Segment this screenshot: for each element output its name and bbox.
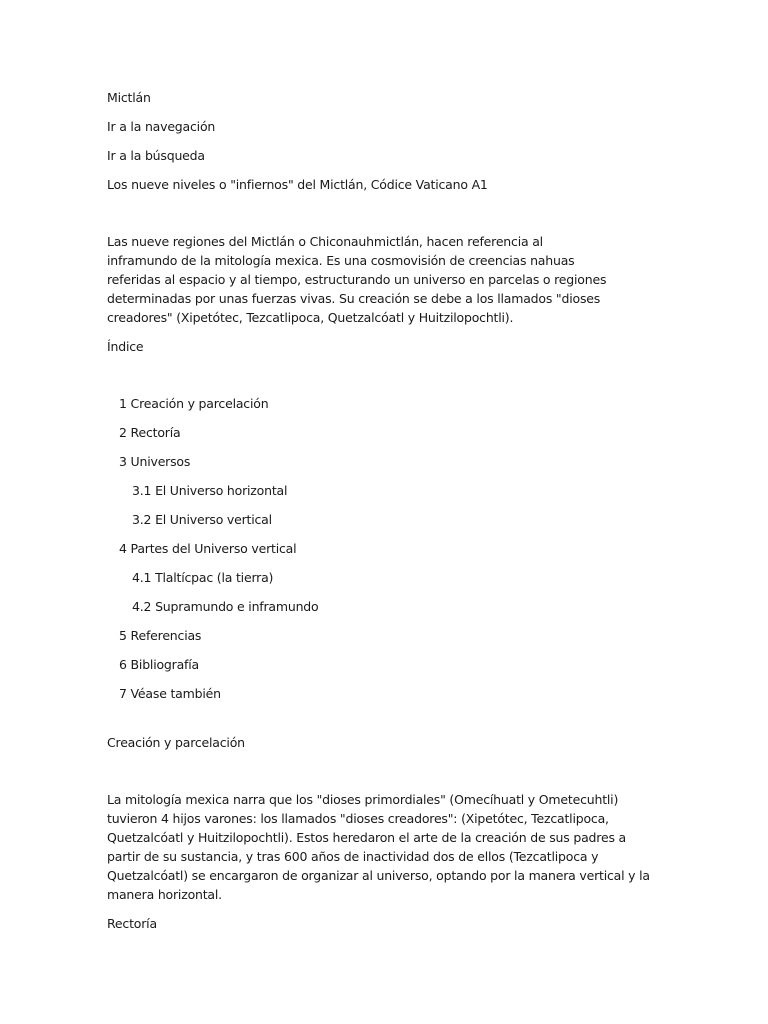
toc-item-label: Supramundo e inframundo bbox=[155, 599, 319, 614]
toc-item-number: 6 bbox=[119, 657, 127, 672]
section-heading-creacion: Creación y parcelación bbox=[107, 735, 245, 750]
toc-item-label: Bibliografía bbox=[130, 657, 199, 672]
toc-item-number: 4 bbox=[119, 541, 127, 556]
toc-item-label: El Universo horizontal bbox=[155, 483, 288, 498]
toc-item[interactable] bbox=[107, 568, 667, 597]
toc-item-number: 5 bbox=[119, 628, 127, 643]
toc-item-number: 2 bbox=[119, 425, 127, 440]
toc-item[interactable] bbox=[107, 510, 667, 539]
toc-item[interactable] bbox=[107, 452, 667, 481]
toc-heading: Índice bbox=[107, 339, 144, 354]
toc-item-label: Véase también bbox=[130, 686, 221, 701]
toc-item-number: 3 bbox=[119, 454, 127, 469]
toc-item[interactable] bbox=[107, 626, 667, 655]
section-paragraph-creacion: La mitología mexica narra que los "dioses primordiales" (Omecíhuatl y Ometecuhtli) tuvieron 4 hijos varones: los llamados "dioses creadores": (Xipetótec, Tezcatlipoca, Quetzalcóatl y Huitzilopochtli). Estos heredaron el arte de la creación de sus padres a partir de su sustancia, y tras 600 años de inactividad dos de ellos (Tezcatlipoca y Quetzalcóatl) se encargaron de organizar al universo, optando por la manera vertical y la manera horizontal. bbox=[107, 792, 650, 902]
toc-item[interactable] bbox=[107, 597, 667, 626]
toc-item-label: Partes del Universo vertical bbox=[130, 541, 297, 556]
image-caption: Los nueve niveles o "infiernos" del Mictlán, Códice Vaticano A1 bbox=[107, 177, 488, 192]
toc-item[interactable] bbox=[107, 423, 667, 452]
toc-item[interactable] bbox=[107, 394, 667, 423]
toc-item-number: 7 bbox=[119, 686, 127, 701]
toc-item[interactable] bbox=[107, 539, 667, 568]
toc-item-number: 3.1 bbox=[132, 483, 152, 498]
toc-item-number: 4.1 bbox=[132, 570, 152, 585]
intro-paragraph: Las nueve regiones del Mictlán o Chiconauhmictlán, hacen referencia al inframundo de la mitología mexica. Es una cosmovisión de creencias nahuas referidas al espacio y al tiempo, estructurando un universo en parcelas o regiones determinadas por unas fuerzas vivas. Su creación se debe a los llamados "dioses creadores" (Xipetótec, Tezcatlipoca, Quetzalcóatl y Huitzilopochtli). bbox=[107, 234, 607, 325]
toc-item-label: Creación y parcelación bbox=[130, 396, 269, 411]
toc-item-label: El Universo vertical bbox=[155, 512, 272, 527]
toc-item-label: Rectoría bbox=[130, 425, 181, 440]
toc-item-number: 4.2 bbox=[132, 599, 152, 614]
toc-item-label: Universos bbox=[130, 454, 191, 469]
toc-item[interactable] bbox=[107, 655, 667, 684]
document-page bbox=[107, 88, 667, 933]
section-heading-rectoria: Rectoría bbox=[107, 916, 157, 931]
skip-to-navigation-link[interactable]: Ir a la navegación bbox=[107, 119, 216, 134]
toc-item[interactable] bbox=[107, 684, 667, 713]
toc-item-number: 3.2 bbox=[132, 512, 152, 527]
toc-item-number: 1 bbox=[119, 396, 127, 411]
table-of-contents bbox=[107, 394, 667, 713]
page-title: Mictlán bbox=[107, 90, 151, 105]
toc-item[interactable] bbox=[107, 481, 667, 510]
toc-item-label: Referencias bbox=[130, 628, 202, 643]
skip-to-search-link[interactable]: Ir a la búsqueda bbox=[107, 148, 205, 163]
toc-item-label: Tlaltícpac (la tierra) bbox=[155, 570, 274, 585]
